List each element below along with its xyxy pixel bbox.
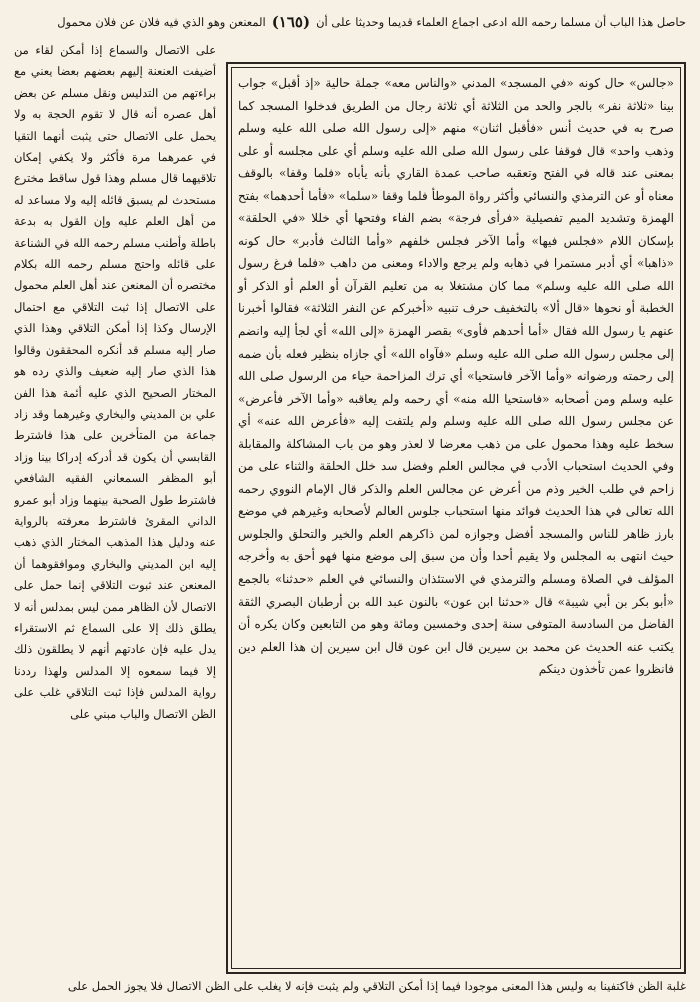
commentary-text: «جالس» حال كونه «في المسجد» المدني «والناس معه» جملة حالية «إذ أقبل» جواب بينا «ثلاثة نفر» بالجر والحد من الثلاثة أي ثلاثة رجال من الطريق فدخلوا المسجد كما صرح به في حديث أنس «فأقبل اثنان» منهم «إلى رسول الله صلى الله عليه وسلم وذهب واحد» قال فوقفا على رسول الله صلى الله عليه وسلم أي على مجلسه أو على بمعنى عند قاله في الفتح وتعقبه صاحب عمدة القاري بأنه يأباه «فلما وقفا» بالوقف معناه أو عن الترمذي والنسائي وأكثر رواة الموطأ فلما وقفا «سلما» «فأما أحدهما» بفتح الهمزة وتشديد الميم تفصيلية «فرأى فرجة» بضم الفاء وفتحها أي خللا «في الحلقة» بإسكان اللام «فجلس فيها» وأما الآخر فجلس خلفهم «وأما الثالث فأدبر» حال كونه «ذاهبا» أي أدبر مستمرا في ذهابه ولم يرجع والاداء ومعنى من داهب «فلما فرغ رسول الله صلى الله عليه وسلم» مما كان مشتغلا به من تعليم القرآن أو العلم أو الذكر أو الخطبة أو نحوها «قال ألا» بالتخفيف حرف تنبيه «أخبركم عن النفر الثلاثة» فقالوا أخبرنا عنهم يا رسول الله فقال «أما أحدهم فأوى» بقصر الهمزة «إلى الله» أي لجأ إليه وانضم إلى مجلس رسول الله صلى الله عليه وسلم «فآواه الله» أي جازاه بنظير فعله بأن ضمه إلى رحمته ورضوانه «وأما الآخر فاستحيا» أي ترك المزاحمة حياء من الرسول صلى الله عليه وسلم ومن أصحابه «فاستحيا الله منه» أي رحمه ولم يعاقبه «وأما الآخر فأعرض» عن مجلس رسول الله صلى الله عليه وسلم ولم يلتفت إليه «فأعرض الله عنه» أي سخط عليه وهذا محمول على من ذهب معرضا لا لعذر وهو من باب المشاكلة والمقابلة وفي الحديث استحباب الأدب في مجالس العلم وفضل سد خلل الحلقة والثناء على من زاحم في طلب الخير وذم من أعرض عن مجالس العلم والذكر قال الإمام النووي رحمه الله تعالى في هذا الحديث فوائد منها استحباب جلوس العالم لأصحابه وغيرهم في موضع بارز ظاهر للناس والمسجد أفضل وجوازه لمن ذاكرهم العلم والخير والتحلق والجلوس حيث انتهى به المجلس ولا يقيم أحدا وأن من سبق إلى موضع منها فهو أحق به وأخرجه المؤلف في الصلاة ومسلم والترمذي في الاستئذان والنسائي في العلم «حدثنا» بالجمع «أبو بكر بن أبي شيبة» قال «حدثنا ابن عون» بالنون عبد الله بن أرطبان البصري الثقة الفاضل من السادسة المتوفى سنة إحدى وخمسين ومائة وهو من التابعين وكان يكره أن يكتب عنه الحديث عن محمد بن سيرين قال ابن عون قال ابن سيرين إن هذا العلم دين فانظروا عمن تأخذون دينكم (238, 76, 674, 677)
page-footer (14, 975, 686, 997)
page-number: (١٦٥) (271, 13, 311, 31)
running-title: حاصل هذا الباب أن مسلما رحمه الله ادعى اجماع العلماء قديما وحديثا على أن (316, 15, 686, 29)
side-notes-column (14, 40, 216, 974)
side-running-title: المعنعن وهو الذي فيه فلان عن فلان محمول (57, 15, 266, 29)
page-header (14, 10, 686, 34)
footer-text: غلبة الظن فاكتفينا به وليس هذا المعنى موجودا فيما إذا أمكن التلاقي ولم يثبت فإنه لا يغلب على الظن الاتصال فلا يجوز الحمل على (67, 979, 686, 993)
side-notes-text: على الاتصال والسماع إذا أمكن لقاء من أضيفت العنعنة إليهم بعضهم بعضا يعني مع براءتهم من التدليس ونقل مسلم عن بعض أهل عصره أنه قال لا تقوم الحجة به ولا يحمل على الاتصال حتى يثبت أنهما التقيا في عمرهما مرة فأكثر ولا يكفي إمكان تلاقيهما قال مسلم وهذا قول ساقط مخترع مستحدث لم يسبق قائله إليه ولا مساعد له من أهل العلم عليه وإن القول به بدعة باطلة وأطنب مسلم رحمه الله في الشناعة على قائله واحتج مسلم رحمه الله بكلام مختصره أن المعنعن عند أهل العلم محمول على الاتصال إذا ثبت التلاقي مع احتمال الإرسال وكذا إذا أمكن التلاقي وهذا الذي صار إليه مسلم قد أنكره المحققون وقالوا هذا الذي صار إليه ضعيف والذي رده هو المختار الصحيح الذي عليه أئمة هذا الفن علي بن المديني والبخاري وغيرهما وقد زاد جماعة من المتأخرين على هذا فاشترط القابسي أن يكون قد أدركه إدراكا بينا وزاد أبو المظفر السمعاني الفقيه الشافعي فاشترط طول الصحبة بينهما وزاد أبو عمرو الداني المقرئ فاشترط معرفته بالرواية عنه ودليل هذا المذهب المختار الذي ذهب إليه ابن المديني والبخاري وموافقوهما أن المعنعن عند ثبوت التلاقي إنما حمل على الاتصال لأن الظاهر ممن ليس بمدلس أنه لا يطلق ذلك إلا على السماع ثم الاستقراء يدل عليه فإن عادتهم أنهم لا يطلقون ذلك إلا فيما سمعوه إلا المدلس ولهذا رددنا رواية المدلس فإذا ثبت التلاقي غلب على الظن الاتصال والباب مبني على (14, 43, 216, 721)
commentary-frame (226, 62, 686, 974)
